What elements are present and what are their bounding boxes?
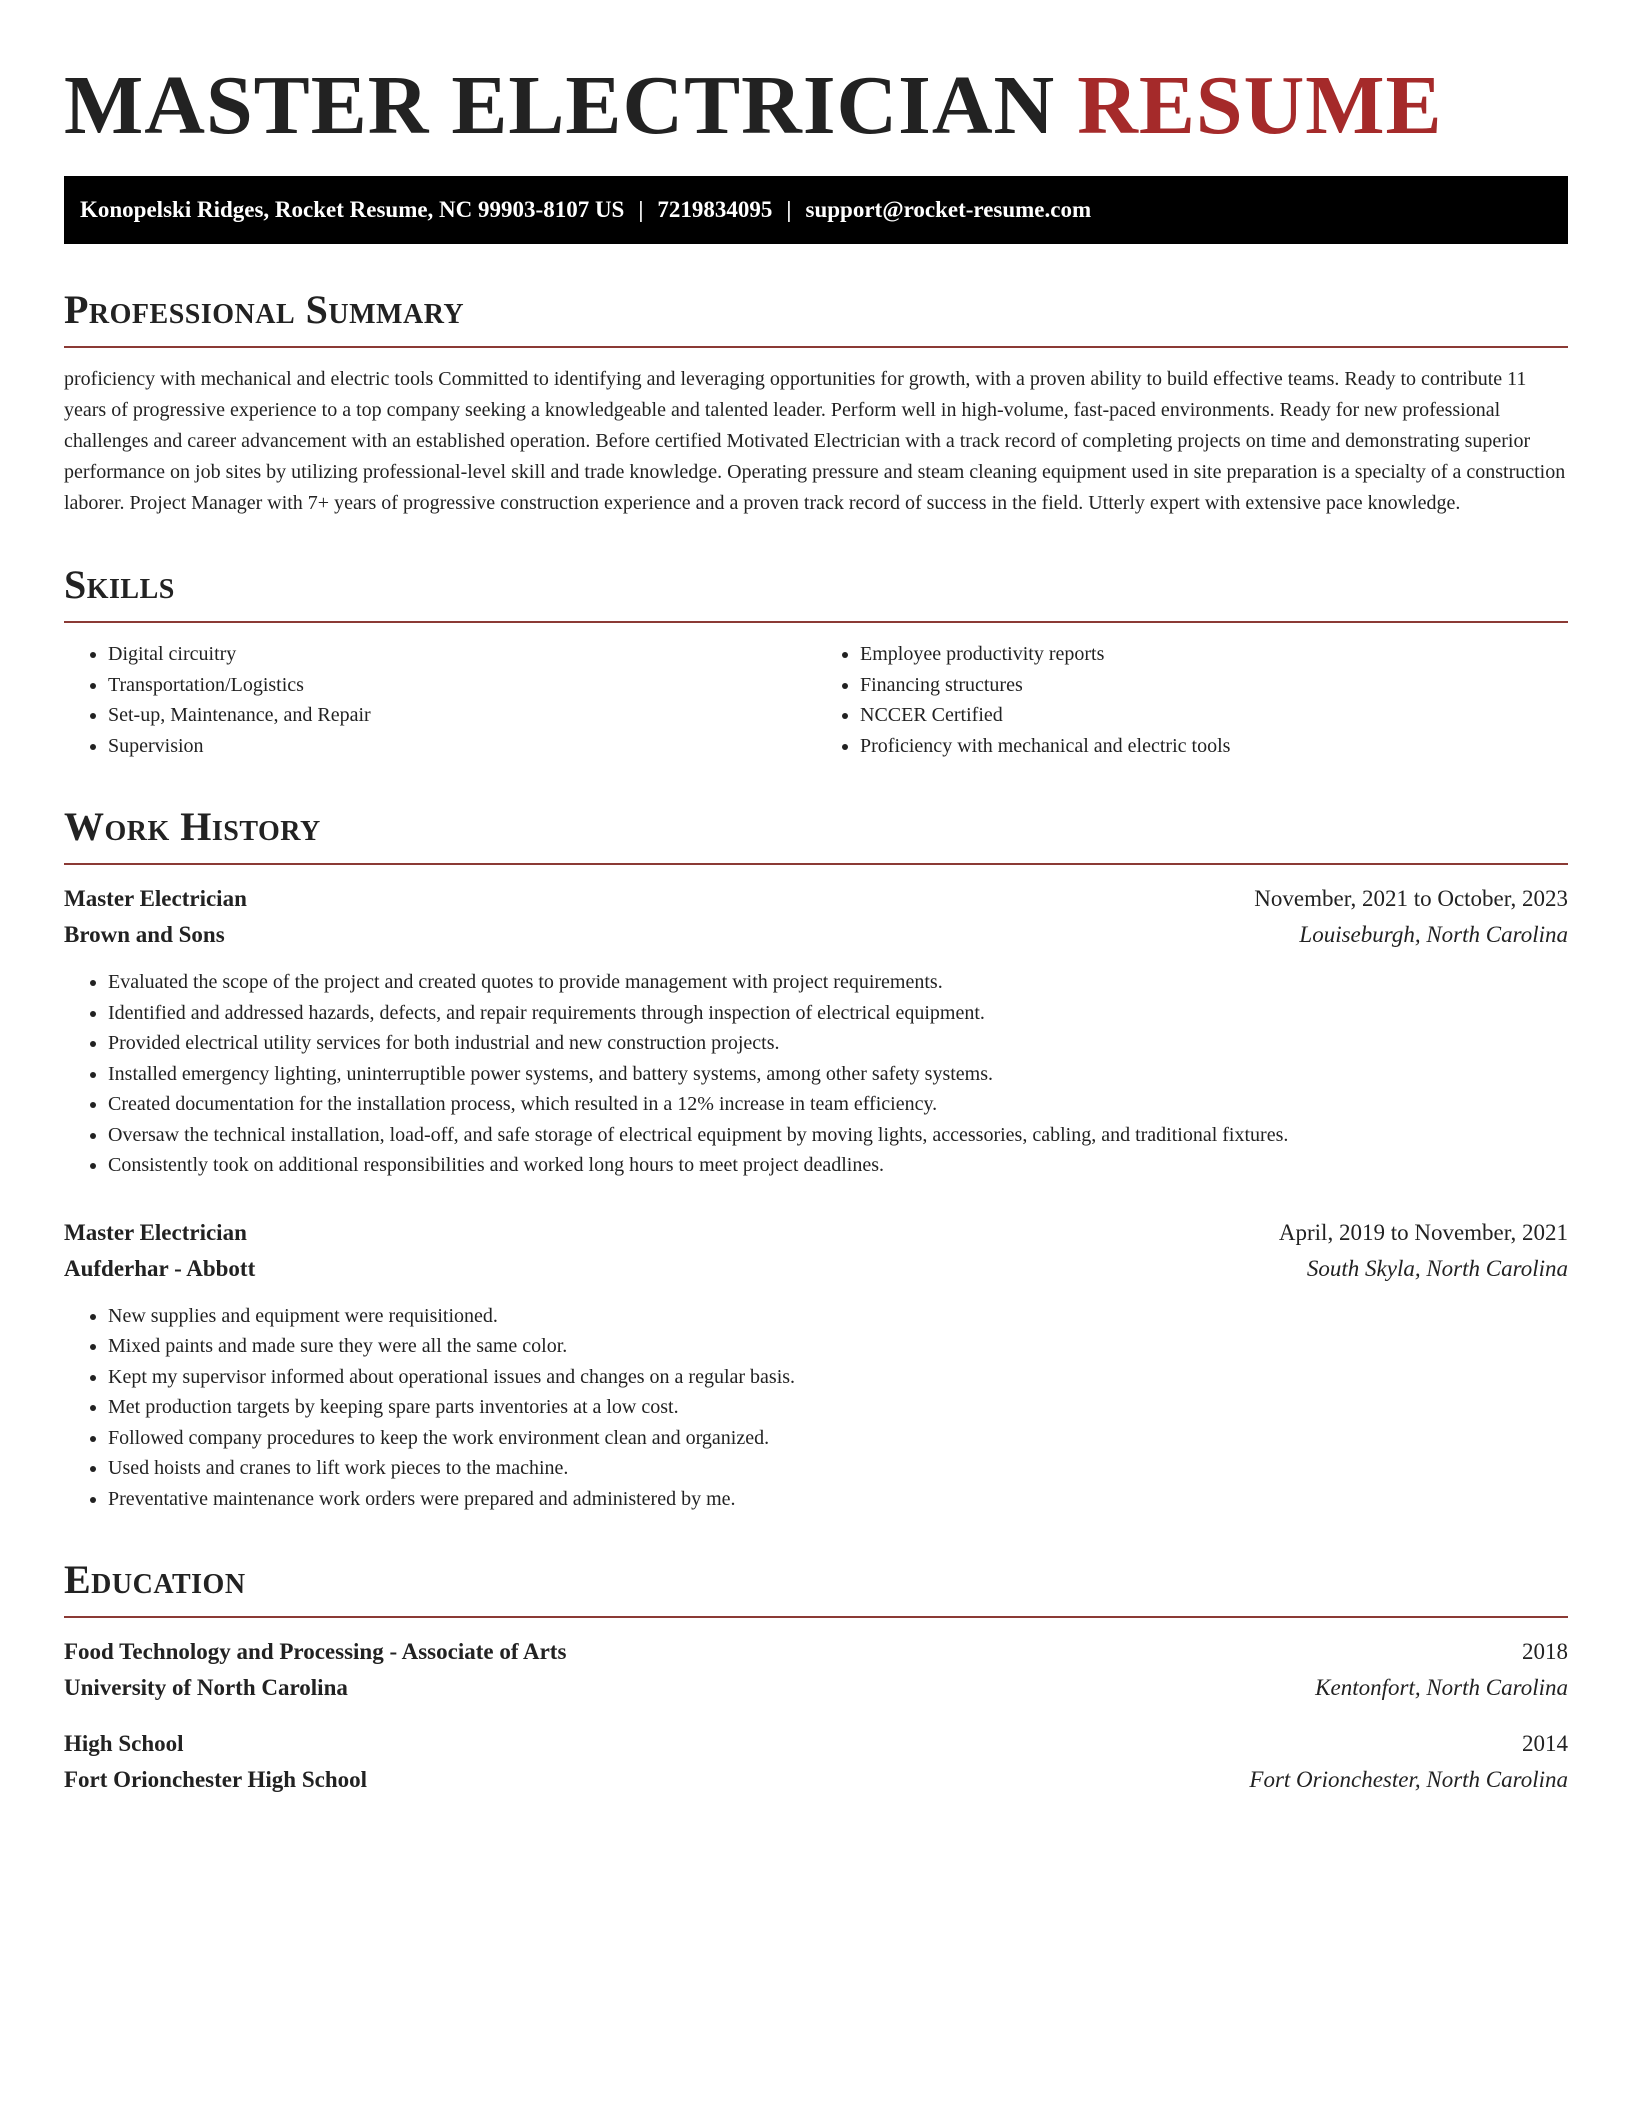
education-degree: High School	[64, 1731, 184, 1756]
skill-item: • Supervision	[108, 731, 816, 762]
skills-right-list	[816, 639, 1568, 761]
contact-address: Konopelski Ridges, Rocket Resume, NC 99903-8107 US	[80, 197, 625, 222]
section-divider	[64, 863, 1568, 865]
job-entry	[64, 1215, 1568, 1515]
education-school: Fort Orionchester High School	[64, 1767, 368, 1792]
section-divider	[64, 1616, 1568, 1618]
section-divider	[64, 346, 1568, 348]
education-location: Fort Orionchester, North Carolina	[1249, 1767, 1568, 1792]
job-bullet: • Mixed paints and made sure they were all the same color.	[108, 1331, 1568, 1362]
job-bullet: • Met production targets by keeping spare parts inventories at a low cost.	[108, 1392, 1568, 1423]
job-bullet: • Used hoists and cranes to lift work pieces to the machine.	[108, 1453, 1568, 1484]
job-bullet: • Followed company procedures to keep the work environment clean and organized.	[108, 1423, 1568, 1454]
job-title: Master Electrician	[64, 1219, 247, 1245]
job-bullets	[64, 967, 1568, 1181]
education-degree: Food Technology and Processing - Associate of Arts	[64, 1639, 567, 1664]
job-bullet: • New supplies and equipment were requisitioned.	[108, 1301, 1568, 1332]
education-school-row	[64, 1670, 1568, 1706]
job-bullet: • Identified and addressed hazards, defects, and repair requirements through inspection of electrical equipment.	[108, 998, 1568, 1029]
skill-item: • Transportation/Logistics	[108, 670, 816, 701]
job-header-row	[64, 881, 1568, 917]
job-bullet: • Installed emergency lighting, uninterruptible power systems, and battery systems, among other safety systems.	[108, 1059, 1568, 1090]
job-company: Aufderhar - Abbott	[64, 1255, 256, 1281]
job-bullet: • Kept my supervisor informed about operational issues and changes on a regular basis.	[108, 1362, 1568, 1393]
work-heading: Work History	[64, 804, 321, 849]
skill-item: • NCCER Certified	[860, 700, 1568, 731]
skills-heading: Skills	[64, 562, 175, 607]
skills-left-list	[64, 639, 816, 761]
contact-bar	[64, 176, 1568, 244]
job-bullet: • Consistently took on additional responsibilities and worked long hours to meet project deadlines.	[108, 1150, 1568, 1181]
education-location: Kentonfort, North Carolina	[1315, 1675, 1568, 1700]
job-header-row	[64, 1215, 1568, 1251]
skill-item: • Proficiency with mechanical and electric tools	[860, 731, 1568, 762]
job-bullet: • Preventative maintenance work orders were prepared and administered by me.	[108, 1484, 1568, 1515]
summary-heading: Professional Summary	[64, 287, 465, 332]
job-dates: November, 2021 to October, 2023	[1254, 886, 1568, 911]
job-bullet: • Evaluated the scope of the project and created quotes to provide management with project requirements.	[108, 967, 1568, 998]
job-company-row	[64, 1251, 1568, 1287]
job-bullets	[64, 1301, 1568, 1515]
job-bullet: • Oversaw the technical installation, load-off, and safe storage of electrical equipment by moving lights, accessories, cabling, and traditional fixtures.	[108, 1120, 1568, 1151]
contact-phone: 7219834095	[657, 197, 773, 222]
job-location: Louiseburgh, North Carolina	[1299, 922, 1568, 947]
contact-email: support@rocket-resume.com	[805, 197, 1092, 222]
resume-title	[64, 0, 1568, 156]
job-company: Brown and Sons	[64, 922, 225, 947]
job-bullet: • Created documentation for the installation process, which resulted in a 12% increase in team efficiency.	[108, 1089, 1568, 1120]
skills-columns	[64, 639, 1568, 761]
education-entry	[64, 1726, 1568, 1798]
contact-separator: |	[638, 197, 644, 222]
work-section	[64, 805, 1568, 1514]
section-divider	[64, 621, 1568, 623]
education-year: 2014	[1522, 1731, 1568, 1756]
education-school: University of North Carolina	[64, 1675, 348, 1700]
education-school-row	[64, 1762, 1568, 1798]
skills-section	[64, 563, 1568, 761]
education-year: 2018	[1522, 1639, 1568, 1664]
job-location: South Skyla, North Carolina	[1306, 1255, 1568, 1281]
education-section	[64, 1558, 1568, 1798]
education-heading: Education	[64, 1557, 246, 1602]
job-bullet: • Provided electrical utility services for both industrial and new construction projects.	[108, 1028, 1568, 1059]
job-company-row	[64, 917, 1568, 953]
skill-item: • Digital circuitry	[108, 639, 816, 670]
skill-item: • Employee productivity reports	[860, 639, 1568, 670]
skill-item: • Financing structures	[860, 670, 1568, 701]
title-main: MASTER ELECTRICIAN	[64, 59, 1056, 152]
job-dates: April, 2019 to November, 2021	[1278, 1219, 1568, 1245]
summary-section	[64, 288, 1568, 519]
job-entry	[64, 881, 1568, 1181]
summary-text: proficiency with mechanical and electric tools Committed to identifying and leveraging opportunities for growth, with a proven ability to build effective teams. Ready to contribute 11 years of progressive experience to a top company seeking a knowledgeable and talented leader. Perform well in high-volume, fast-paced environments. Ready for new professional challenges and career advancement with an established operation. Before certified Motivated Electrician with a track record of completing projects on time and demonstrating superior performance on job sites by utilizing professional-level skill and trade knowledge. Operating pressure and steam cleaning equipment used in site preparation is a specialty of a construction laborer. Project Manager with 7+ years of progressive construction experience and a proven track record of success in the field. Utterly expert with extensive pace knowledge.	[64, 368, 1566, 514]
title-accent: RESUME	[1077, 59, 1443, 152]
education-entry	[64, 1634, 1568, 1706]
job-title: Master Electrician	[64, 886, 247, 911]
contact-separator: |	[786, 197, 792, 222]
education-degree-row	[64, 1634, 1568, 1670]
education-degree-row	[64, 1726, 1568, 1762]
skill-item: • Set-up, Maintenance, and Repair	[108, 700, 816, 731]
